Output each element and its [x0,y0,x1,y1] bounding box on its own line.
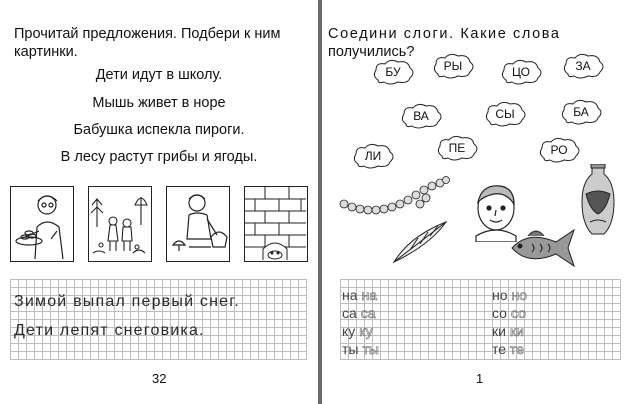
trace-row-2-right: со со [492,305,526,321]
forest-illustration [89,187,150,260]
syllable-cloud-sy[interactable]: СЫ [482,100,528,128]
left-instruction: Прочитай предложения. Подбери к ним картинки. [14,26,281,60]
trace-row-2-left: са са [342,305,376,321]
mushroom-picker-illustration [167,187,228,260]
sentence-3: Бабушка испекла пироги. [73,122,245,138]
beads-icon[interactable] [338,174,450,218]
trace-row-3-right: ки ки [492,323,524,339]
syllable-cloud-ry[interactable]: РЫ [430,52,476,80]
syllable-cloud-pe[interactable]: ПЕ [434,134,480,162]
left-page-number: 32 [152,371,167,386]
sentence-2: Мышь живет в норе [92,95,226,111]
vase-icon[interactable] [578,164,618,238]
left-page [0,0,318,404]
handwriting-line-2: Дети лепят снеговика. [14,322,205,339]
syllable-cloud-li[interactable]: ЛИ [350,142,396,170]
sentence-4: В лесу растут грибы и ягоды. [60,149,258,165]
trace-row-1-right: но но [492,287,528,303]
trace-row-4-right: те те [492,341,525,357]
picture-forest-children[interactable] [88,186,152,262]
feather-icon[interactable] [390,218,450,264]
left-writing-grid[interactable] [10,279,307,360]
picture-mouse-hole[interactable] [244,186,308,262]
picture-grandmother-pies[interactable] [10,186,74,262]
brick-wall-illustration [245,187,306,260]
handwriting-line-1: Зимой выпал первый снег. [14,293,240,310]
syllable-cloud-va[interactable]: ВА [398,102,444,130]
syllable-cloud-tso[interactable]: ЦО [498,58,544,86]
syllable-cloud-ba[interactable]: БА [558,98,604,126]
right-instruction: Соедини слоги. Какие слова получились? [328,26,561,60]
grandmother-illustration [11,187,72,260]
syllable-cloud-za[interactable]: ЗА [560,52,606,80]
right-page [322,0,640,404]
right-page-number: 1 [476,371,484,386]
syllable-cloud-bu[interactable]: БУ [370,58,416,86]
picture-mushroom-picker[interactable] [166,186,230,262]
sentence-1: Дети идут в школу. [95,67,223,83]
right-writing-grid[interactable] [340,279,621,360]
fish-icon[interactable] [508,222,580,270]
trace-row-4-left: ты ты [342,341,379,357]
trace-row-1-left: на на [342,287,378,303]
syllable-cloud-ro[interactable]: РО [536,136,582,164]
trace-row-3-left: ку ку [342,323,373,339]
